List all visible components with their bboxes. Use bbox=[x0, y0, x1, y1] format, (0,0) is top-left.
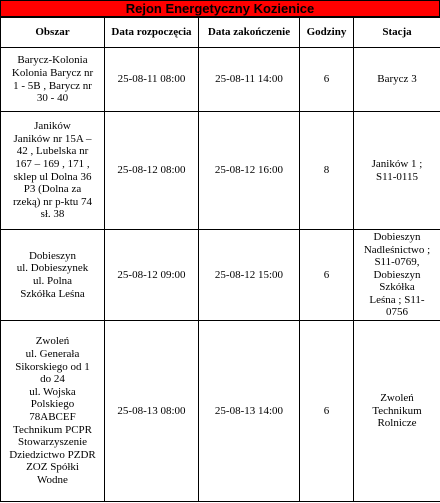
cell-end-date: 25-08-12 16:00 bbox=[199, 112, 300, 230]
table-row bbox=[1, 230, 440, 321]
cell-start-date: 25-08-12 08:00 bbox=[105, 112, 199, 230]
cell-station: Zwoleń Technikum Rolnicze bbox=[354, 321, 440, 502]
cell-end-date: 25-08-12 15:00 bbox=[199, 230, 300, 321]
cell-hours: 6 bbox=[300, 48, 354, 112]
cell-start-date: 25-08-12 09:00 bbox=[105, 230, 199, 321]
outage-schedule-table bbox=[0, 17, 440, 502]
table-row bbox=[1, 48, 440, 112]
table-row bbox=[1, 321, 440, 502]
cell-area: Zwoleń ul. Generała Sikorskiego od 1 do 24 ul. Wojska Polskiego 78ABCEF Technikum PCPR Stowarzyszenie Dziedzictwo PZDR ZOZ Spółki Wodne bbox=[1, 321, 105, 502]
cell-area: Janików Janików nr 15A – 42 , Lubelska nr 167 – 169 , 171 , sklep ul Dolna 36 P3 (Dolna za rzeką) nr p-ktu 74 sł. 38 bbox=[1, 112, 105, 230]
cell-area: Barycz-Kolonia Kolonia Barycz nr 1 - 5B , Barycz nr 30 - 40 bbox=[1, 48, 105, 112]
cell-station: Janików 1 ; S11-0115 bbox=[354, 112, 440, 230]
header-row bbox=[1, 18, 440, 48]
header-hours: Godziny bbox=[300, 18, 354, 48]
cell-hours: 8 bbox=[300, 112, 354, 230]
cell-station: Barycz 3 bbox=[354, 48, 440, 112]
table-row bbox=[1, 112, 440, 230]
header-area: Obszar bbox=[1, 18, 105, 48]
cell-end-date: 25-08-13 14:00 bbox=[199, 321, 300, 502]
cell-end-date: 25-08-11 14:00 bbox=[199, 48, 300, 112]
region-title: Rejon Energetyczny Kozienice bbox=[0, 0, 440, 17]
cell-start-date: 25-08-11 08:00 bbox=[105, 48, 199, 112]
cell-area: Dobieszyn ul. Dobieszynek ul. Polna Szkółka Leśna bbox=[1, 230, 105, 321]
header-end-date: Data zakończenie bbox=[199, 18, 300, 48]
cell-hours: 6 bbox=[300, 230, 354, 321]
cell-start-date: 25-08-13 08:00 bbox=[105, 321, 199, 502]
header-start-date: Data rozpoczęcia bbox=[105, 18, 199, 48]
cell-hours: 6 bbox=[300, 321, 354, 502]
header-station: Stacja bbox=[354, 18, 440, 48]
cell-station: Dobieszyn Nadleśnictwo ; S11-0769, Dobieszyn Szkółka Leśna ; S11- 0756 bbox=[354, 230, 440, 321]
